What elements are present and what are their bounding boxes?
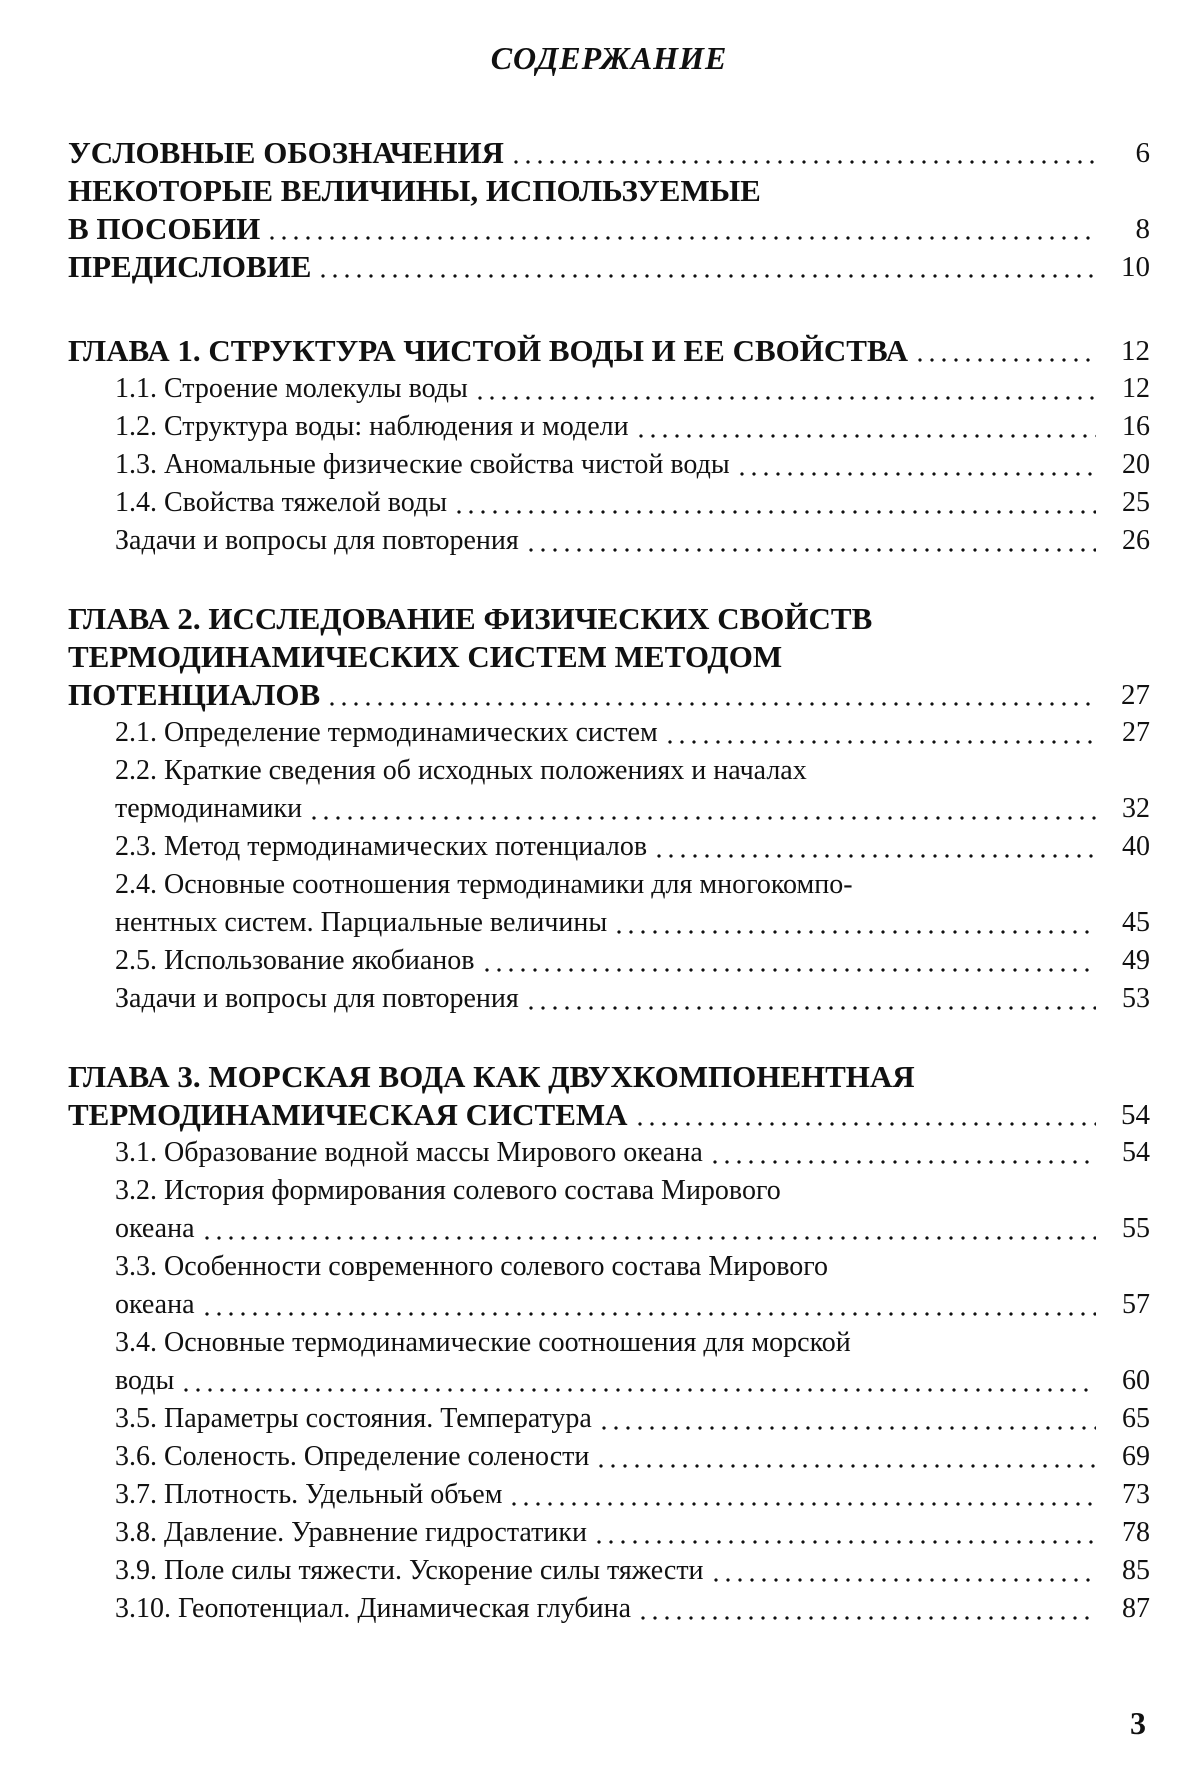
toc-section-entry[interactable] <box>68 1438 1150 1476</box>
toc-entry-line: 2.2. Краткие сведения об исходных положениях и началах <box>115 755 807 786</box>
toc-entry-title: 1.3. Аномальные физические свойства чистой воды <box>115 449 730 480</box>
dot-leader <box>637 1592 1096 1622</box>
dot-leader <box>598 1402 1096 1432</box>
chapter-section <box>68 1058 1150 1628</box>
toc-page-number: 73 <box>1122 1479 1150 1510</box>
toc-chapter-entry[interactable] <box>68 1096 1150 1134</box>
toc-section-entry[interactable] <box>68 1514 1150 1552</box>
page-number: 3 <box>1130 1705 1146 1741</box>
toc-section-entry[interactable] <box>68 1400 1150 1438</box>
dot-leader <box>664 716 1096 746</box>
toc-entry-title: океана <box>115 1289 195 1320</box>
dot-leader <box>653 830 1096 860</box>
dot-leader <box>481 944 1096 974</box>
toc-body <box>68 134 1150 1628</box>
toc-page-number: 27 <box>1121 679 1150 711</box>
chapter-section <box>68 332 1150 560</box>
toc-entry-title: Задачи и вопросы для повторения <box>115 983 519 1014</box>
toc-section-entry[interactable] <box>68 408 1150 446</box>
toc-section-entry[interactable] <box>68 1362 1150 1400</box>
toc-entry-title: 1.4. Свойства тяжелой воды <box>115 487 448 518</box>
toc-page-number: 8 <box>1135 213 1150 245</box>
dot-leader <box>474 372 1096 402</box>
toc-entry-title: ПОТЕНЦИАЛОВ <box>68 677 321 712</box>
dot-leader <box>525 524 1096 554</box>
toc-entry-title: 3.7. Плотность. Удельный объем <box>115 1479 503 1510</box>
dot-leader <box>308 792 1096 822</box>
toc-page-number: 57 <box>1122 1289 1150 1320</box>
dot-leader <box>736 448 1096 478</box>
toc-entry-title: Задачи и вопросы для повторения <box>115 525 519 556</box>
toc-page-number: 6 <box>1135 137 1150 169</box>
toc-page-number: 26 <box>1122 525 1150 556</box>
toc-entry-line: ГЛАВА 3. МОРСКАЯ ВОДА КАК ДВУХКОМПОНЕНТНАЯ <box>68 1059 915 1094</box>
toc-entry-title: 3.9. Поле силы тяжести. Ускорение силы тяжести <box>115 1555 704 1586</box>
toc-entry-title: ГЛАВА 1. СТРУКТУРА ЧИСТОЙ ВОДЫ И ЕЕ СВОЙСТВА <box>68 333 909 368</box>
dot-leader <box>613 906 1096 936</box>
toc-entry-title: термодинамики <box>115 793 303 824</box>
toc-chapter-entry[interactable] <box>68 248 1150 286</box>
toc-entry-title: ПРЕДИСЛОВИЕ <box>68 249 312 284</box>
toc-page-number: 10 <box>1121 251 1150 283</box>
toc-section-entry[interactable] <box>68 942 1150 980</box>
toc-page-number: 12 <box>1122 373 1150 404</box>
toc-entry-title: 2.5. Использование якобианов <box>115 945 475 976</box>
toc-chapter-entry[interactable] <box>68 332 1150 370</box>
toc-entry-line: ГЛАВА 2. ИССЛЕДОВАНИЕ ФИЗИЧЕСКИХ СВОЙСТВ <box>68 601 873 636</box>
toc-section-entry[interactable] <box>68 828 1150 866</box>
toc-page-number: 69 <box>1122 1441 1150 1472</box>
toc-section-entry[interactable] <box>68 370 1150 408</box>
toc-page-number: 49 <box>1122 945 1150 976</box>
toc-section-entry[interactable] <box>68 1476 1150 1514</box>
toc-title: СОДЕРЖАНИЕ <box>490 40 728 76</box>
dot-leader <box>593 1516 1096 1546</box>
toc-page-number: 27 <box>1122 717 1150 748</box>
toc-section-entry[interactable] <box>68 522 1150 560</box>
dot-leader <box>453 486 1096 516</box>
dot-leader <box>635 410 1096 440</box>
toc-entry-title: 2.1. Определение термодинамических систем <box>115 717 658 748</box>
toc-chapter-entry[interactable] <box>68 210 1150 248</box>
toc-entry-title: В ПОСОБИИ <box>68 211 261 246</box>
dot-leader <box>914 334 1096 364</box>
dot-leader <box>317 250 1096 280</box>
toc-entry-title: 3.5. Параметры состояния. Температура <box>115 1403 592 1434</box>
toc-page-number: 12 <box>1121 335 1150 367</box>
chapter-section <box>68 600 1150 1018</box>
toc-entry-line: 3.4. Основные термодинамические соотношения для морской <box>115 1327 851 1358</box>
toc-page-number: 85 <box>1122 1555 1150 1586</box>
toc-entry-title: 1.1. Строение молекулы воды <box>115 373 468 404</box>
dot-leader <box>634 1098 1096 1128</box>
dot-leader <box>326 678 1096 708</box>
toc-entry-title: ТЕРМОДИНАМИЧЕСКАЯ СИСТЕМА <box>68 1097 628 1132</box>
toc-entry-title: воды <box>115 1365 175 1396</box>
toc-section-entry[interactable] <box>68 1286 1150 1324</box>
toc-page-number: 65 <box>1122 1403 1150 1434</box>
toc-page-number: 54 <box>1122 1137 1150 1168</box>
toc-page-number: 45 <box>1122 907 1150 938</box>
dot-leader <box>508 1478 1096 1508</box>
toc-page <box>68 38 1150 1668</box>
toc-entry-title: нентных систем. Парциальные величины <box>115 907 608 938</box>
toc-section-entry[interactable] <box>68 1134 1150 1172</box>
toc-page-number: 20 <box>1122 449 1150 480</box>
toc-entry-line: ТЕРМОДИНАМИЧЕСКИХ СИСТЕМ МЕТОДОМ <box>68 639 783 674</box>
toc-entry-line: НЕКОТОРЫЕ ВЕЛИЧИНЫ, ИСПОЛЬЗУЕМЫЕ <box>68 173 761 208</box>
dot-leader <box>710 1554 1096 1584</box>
toc-section-entry[interactable] <box>68 1210 1150 1248</box>
toc-page-number: 25 <box>1122 487 1150 518</box>
dot-leader <box>180 1364 1096 1394</box>
toc-section-entry[interactable] <box>68 904 1150 942</box>
toc-page-number: 54 <box>1121 1099 1150 1131</box>
toc-entry-title: 3.8. Давление. Уравнение гидростатики <box>115 1517 587 1548</box>
toc-entry-line: 3.2. История формирования солевого состава Мирового <box>115 1175 781 1206</box>
toc-page-number: 87 <box>1122 1593 1150 1624</box>
toc-entry-title: океана <box>115 1213 195 1244</box>
dot-leader <box>595 1440 1096 1470</box>
dot-leader <box>201 1212 1096 1242</box>
toc-entry-title: 3.6. Соленость. Определение солености <box>115 1441 590 1472</box>
toc-entry-title: 2.3. Метод термодинамических потенциалов <box>115 831 648 862</box>
toc-section-entry[interactable] <box>68 714 1150 752</box>
toc-page-number: 53 <box>1122 983 1150 1014</box>
dot-leader <box>510 136 1096 166</box>
toc-chapter-entry[interactable] <box>68 676 1150 714</box>
dot-leader <box>525 982 1096 1012</box>
toc-page-number: 60 <box>1122 1365 1150 1396</box>
toc-page-number: 16 <box>1122 411 1150 442</box>
toc-section-entry[interactable] <box>68 484 1150 522</box>
toc-page-number: 55 <box>1122 1213 1150 1244</box>
toc-section-entry[interactable] <box>68 446 1150 484</box>
toc-entry-title: 3.1. Образование водной массы Мирового океана <box>115 1137 703 1168</box>
toc-page-number: 32 <box>1122 793 1150 824</box>
front-matter-section <box>68 134 1150 286</box>
dot-leader <box>709 1136 1096 1166</box>
toc-entry-title: 1.2. Структура воды: наблюдения и модели <box>115 411 629 442</box>
toc-section-entry[interactable] <box>68 1590 1150 1628</box>
toc-page-number: 40 <box>1122 831 1150 862</box>
toc-entry-title: 3.10. Геопотенциал. Динамическая глубина <box>115 1593 631 1624</box>
toc-section-entry[interactable] <box>68 980 1150 1018</box>
toc-section-entry[interactable] <box>68 790 1150 828</box>
toc-entry-title: УСЛОВНЫЕ ОБОЗНАЧЕНИЯ <box>68 135 504 170</box>
toc-chapter-entry[interactable] <box>68 134 1150 172</box>
dot-leader <box>266 212 1096 242</box>
toc-entry-line: 2.4. Основные соотношения термодинамики для многокомпо- <box>115 869 853 900</box>
toc-section-entry[interactable] <box>68 1552 1150 1590</box>
dot-leader <box>201 1288 1096 1318</box>
toc-page-number: 78 <box>1122 1517 1150 1548</box>
toc-entry-line: 3.3. Особенности современного солевого состава Мирового <box>115 1251 829 1282</box>
